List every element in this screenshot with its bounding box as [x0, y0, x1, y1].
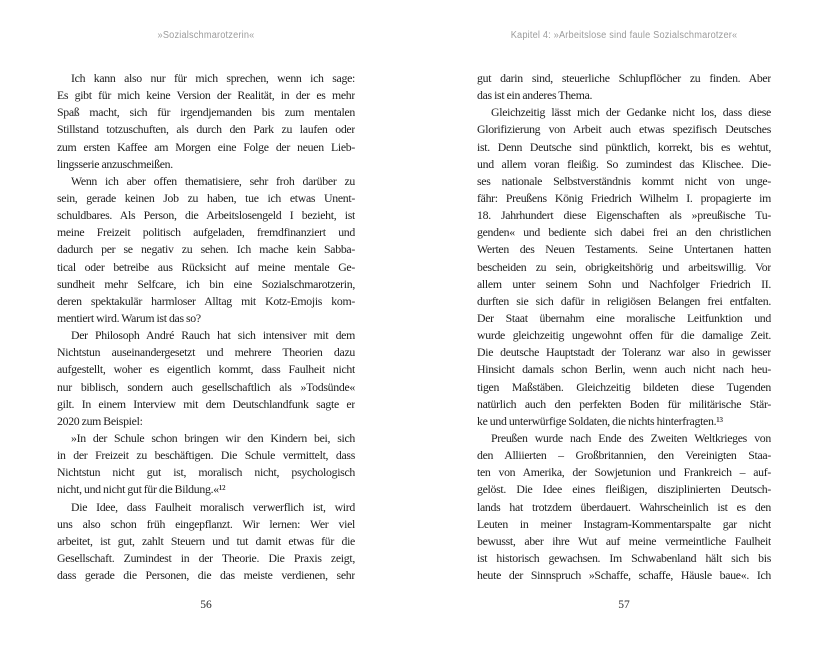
text-line: Nichtstun auseinandergesetzt und mehrere Theorien dazu	[57, 345, 355, 360]
text-line: lingsserie anzuschmeißen.	[57, 156, 173, 171]
text-line: gilt. In einem Interview mit dem Deutschlandfunk sagte er	[57, 396, 355, 411]
page-left	[57, 0, 355, 648]
text-line: natürlich auch den perfekten Boden für militärische Stär-	[477, 396, 771, 411]
text-line: meine Freizeit politisch aufgeladen, fremdfinanziert und	[57, 225, 355, 240]
text-line: Gleichzeitig lässt mich der Gedanke nicht los, dass diese	[491, 105, 771, 120]
text-line: bescheiden zu sein, obrigkeitshörig und arbeitswillig. Vor	[477, 259, 771, 274]
text-line: lands hat trotzdem überdauert. Wahrscheinlich ist es den	[477, 499, 771, 514]
text-line: nur biblisch, sondern auch gesellschaftlich als »Todsünde«	[57, 379, 355, 394]
text-line: Der Staat übernahm eine moralische Leitfunktion und	[477, 310, 771, 325]
text-line: und allem voran fleißig. So zumindest das Klischee. Die-	[477, 156, 771, 171]
text-line: »In der Schule schon bringen wir den Kindern bei, sich	[71, 430, 355, 445]
text-line: Glorifizierung von Arbeit auch etwas spezifisch Deutsches	[477, 122, 771, 137]
text-line: wurde gleichzeitig ungewohnt offen für die damalige Zeit.	[477, 328, 771, 343]
text-line: allem unter seinem Sohn und Nachfolger Friedrich II.	[477, 276, 771, 291]
text-line: ten von Amerika, der Sowjetunion und Frankreich – auf-	[477, 465, 771, 480]
text-line: uns also schon früh eingepflanzt. Wir lernen: Wer viel	[57, 516, 355, 531]
text-line: tical oder betreibe aus Rücksicht auf meine mentale Ge-	[57, 259, 355, 274]
text-line: Spaß macht, sich für irgendjemanden bis zum mentalen	[57, 105, 355, 120]
text-line: in der Freizeit zu beschäftigen. Die Schule vermittelt, dass	[57, 448, 355, 463]
text-line: arbeitet, ist gut, zahlt Steuern und tut damit etwas für die	[57, 533, 355, 548]
text-block	[477, 70, 771, 584]
text-line: ke und unterwürfige Soldaten, die nichts hinterfragten.¹³	[477, 413, 723, 428]
text-line: gelöst. Die Idee eines fleißigen, disziplinierten Deutsch-	[477, 482, 771, 497]
text-line: Wenn ich aber offen thematisiere, sehr froh darüber zu	[71, 173, 355, 188]
text-line: durften sie sich dafür in religiösen Belangen frei entfalten.	[477, 293, 771, 308]
page-number: 56	[200, 599, 212, 611]
text-line: Die Idee, dass Faulheit moralisch verwerflich ist, wird	[71, 499, 355, 514]
page-number: 57	[618, 599, 630, 611]
text-line: 18. Jahrhundert diese Eigenschaften als »preußische Tu-	[477, 208, 771, 223]
text-line: fähr: Preußens König Friedrich Wilhelm I. propagierte im	[477, 190, 771, 205]
text-line: nicht, und nicht gut für die Bildung.«¹²	[57, 482, 226, 497]
text-line: Leuten in meiner Instagram-Kommentarspalte gar nicht	[477, 516, 771, 531]
text-line: deren spektakulär harmloser Alltag mit Kotz-Emojis kom-	[57, 293, 355, 308]
page-right	[477, 0, 771, 648]
running-header-left: »Sozialschmarotzerin«	[157, 30, 255, 41]
text-line: das ist ein anderes Thema.	[477, 88, 593, 103]
text-line: heute der Sinnspruch »Schaffe, schaffe, Häusle baue«. Ich	[477, 568, 771, 583]
running-header-right: Kapitel 4: »Arbeitslose sind faule Sozialschmarotzer«	[510, 30, 738, 41]
text-line: Preußen wurde nach Ende des Zweiten Weltkrieges von	[491, 430, 771, 445]
text-line: Werten des Neuen Testaments. Seine Untertanen hatten	[477, 242, 771, 257]
text-line: sundheit mehr Selfcare, ich bin eine Sozialschmarotzerin,	[57, 276, 355, 291]
text-line: gut darin sind, steuerliche Schlupflöcher zu finden. Aber	[477, 71, 771, 85]
text-line: genden« und bediente sich dabei frei an den christlichen	[477, 225, 771, 240]
text-line: den Alliierten – Großbritannien, den Vereinigten Staa-	[477, 448, 771, 463]
text-line: zum ersten Kaffee am Morgen eine Folge der neuen Lieb-	[57, 139, 355, 154]
text-line: dass gerade die Personen, die das meiste verdienen, sehr	[57, 568, 355, 583]
text-line: Stillstand totzuschuften, als durch den Park zu laufen oder	[57, 122, 355, 137]
text-line: mentiert wird. Warum ist das so?	[57, 310, 201, 325]
text-line: aufgestellt, woher es eigentlich kommt, dass Faulheit nicht	[57, 362, 355, 377]
text-line: tigen Maßstäben. Gleichzeitig bildeten diese Tugenden	[477, 379, 771, 394]
text-line: Es gibt für mich keine Version der Realität, in der es mehr	[57, 88, 355, 103]
text-block	[57, 70, 355, 584]
text-line: schuldbares. Als Person, die Arbeitslosengeld I bezieht, ist	[57, 208, 355, 223]
text-line: Nichtstun nicht gut ist, moralisch nicht, psychologisch	[57, 465, 355, 480]
text-line: ist historisch gewachsen. Im Schwabenland hält sich bis	[477, 550, 771, 565]
text-line: Hinsicht damals schon Berlin, wenn auch nicht nach heu-	[477, 362, 771, 377]
text-line: Die deutsche Hauptstadt der Toleranz war also in gewisser	[477, 345, 771, 360]
text-line: ses nationale Selbstverständnis kommt nicht von unge-	[477, 173, 771, 188]
text-line: bewusst, aber ihre Wut auf meine vermeintliche Faulheit	[477, 533, 771, 548]
text-line: Ich kann also nur für mich sprechen, wenn ich sage:	[71, 71, 355, 85]
text-line: dadurch per se negativ zu sehen. Ich mache kein Sabba-	[57, 242, 355, 257]
text-line: sein, gerade keinen Job zu haben, tue ich etwas Unent-	[57, 190, 355, 205]
text-line: 2020 zum Beispiel:	[57, 413, 143, 428]
text-line: ist. Denn Deutsche sind pünktlich, korrekt, bis es wehtut,	[477, 139, 771, 154]
text-line: Der Philosoph André Rauch hat sich intensiver mit dem	[71, 328, 355, 343]
text-line: Gesellschaft. Zumindest in der Theorie. Die Praxis zeigt,	[57, 550, 355, 565]
